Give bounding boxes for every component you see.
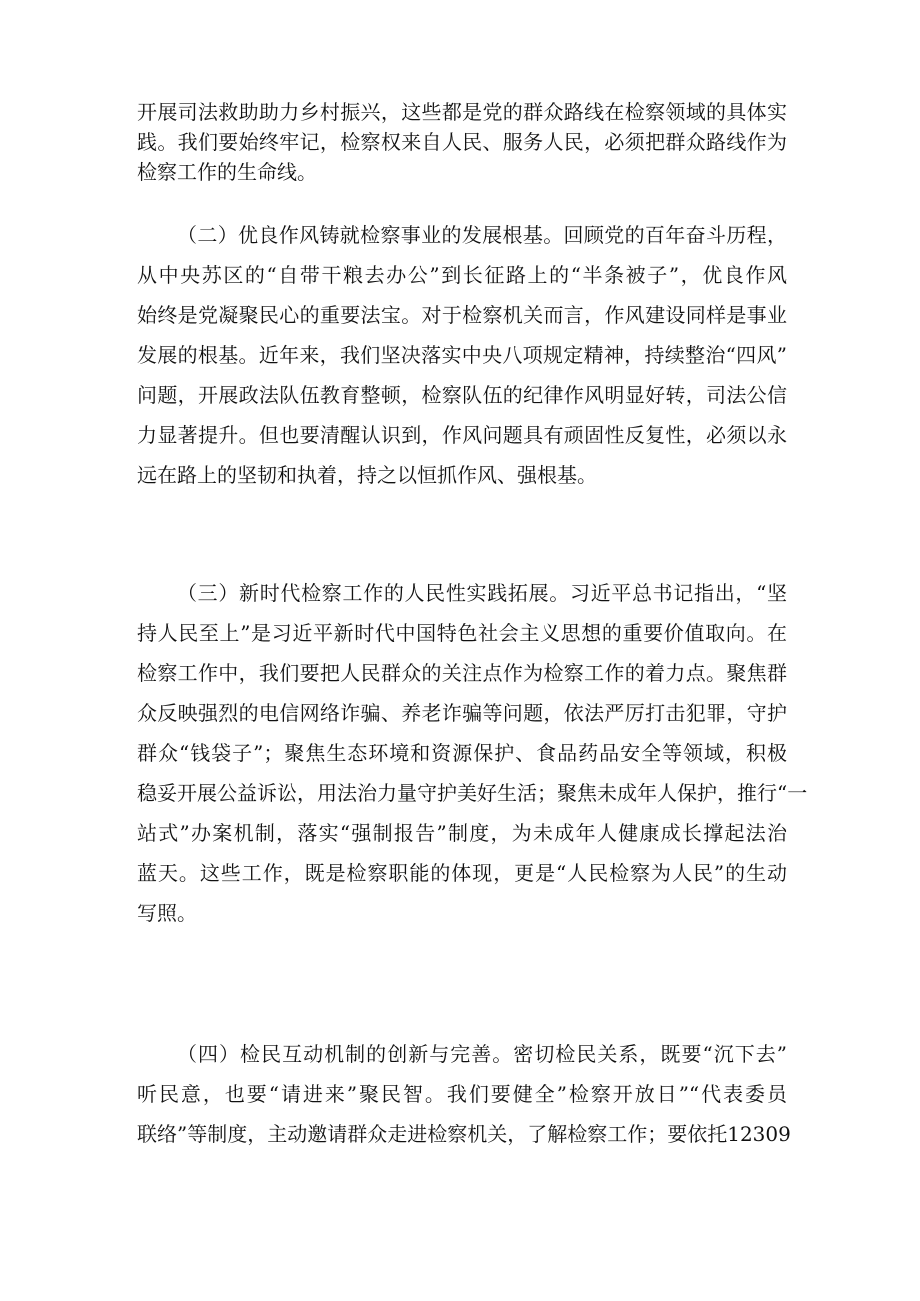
text-line: 始终是党凝聚民心的重要法宝。对于检察机关而言，作风建设同样是事业 xyxy=(137,303,787,327)
text-line: 联络”等制度，主动邀请群众走进检察机关，了解检察工作；要依托12309 xyxy=(137,1122,791,1146)
text-line: 持人民至上”是习近平新时代中国特色社会主义思想的重要价值取向。在 xyxy=(137,621,787,645)
text-line: （四）检民互动机制的创新与完善。密切检民关系，既要“沉下去” xyxy=(177,1042,787,1066)
text-line: 检察工作中，我们要把人民群众的关注点作为检察工作的着力点。聚焦群 xyxy=(137,661,787,685)
text-line: 从中央苏区的“自带干粮去办公”到长征路上的“半条被子”，优良作风 xyxy=(137,263,787,287)
text-line: 践。我们要始终牢记，检察权来自人民、服务人民，必须把群众路线作为 xyxy=(137,130,787,154)
text-line: 力显著提升。但也要清醒认识到，作风问题具有顽固性反复性，必须以永 xyxy=(137,423,787,447)
text-line: 问题，开展政法队伍教育整顿，检察队伍的纪律作风明显好转，司法公信 xyxy=(137,383,787,407)
text-line: 蓝天。这些工作，既是检察职能的体现，更是“人民检察为人民”的生动 xyxy=(137,861,787,885)
paragraph-2 xyxy=(137,215,787,495)
text-line: 众反映强烈的电信网络诈骗、养老诈骗等问题，依法严厉打击犯罪，守护 xyxy=(137,701,787,725)
text-line: （三）新时代检察工作的人民性实践拓展。习近平总书记指出，“坚 xyxy=(177,581,787,605)
text-line: 听民意，也要“请进来”聚民智。我们要健全”检察开放日”“代表委员 xyxy=(137,1082,787,1106)
paragraph-4 xyxy=(137,1034,791,1154)
text-line: 站式”办案机制，落实“强制报告”制度，为未成年人健康成长撑起法治 xyxy=(137,821,787,845)
text-line: 发展的根基。近年来，我们坚决落实中央八项规定精神，持续整治“四风” xyxy=(137,343,787,367)
text-line: 开展司法救助助力乡村振兴，这些都是党的群众路线在检察领域的具体实 xyxy=(137,100,787,124)
text-line: 远在路上的坚韧和执着，持之以恒抓作风、强根基。 xyxy=(137,463,597,487)
paragraph-1 xyxy=(137,97,787,187)
text-line: 检察工作的生命线。 xyxy=(137,160,317,184)
text-line: 群众“钱袋子”；聚焦生态环境和资源保护、食品药品安全等领域，积极 xyxy=(137,741,787,765)
text-line: 写照。 xyxy=(137,901,197,925)
paragraph-3 xyxy=(137,573,808,933)
text-line: 稳妥开展公益诉讼，用法治力量守护美好生活；聚焦未成年人保护，推行“一 xyxy=(137,781,808,805)
text-line: （二）优良作风铸就检察事业的发展根基。回顾党的百年奋斗历程， xyxy=(177,223,787,247)
